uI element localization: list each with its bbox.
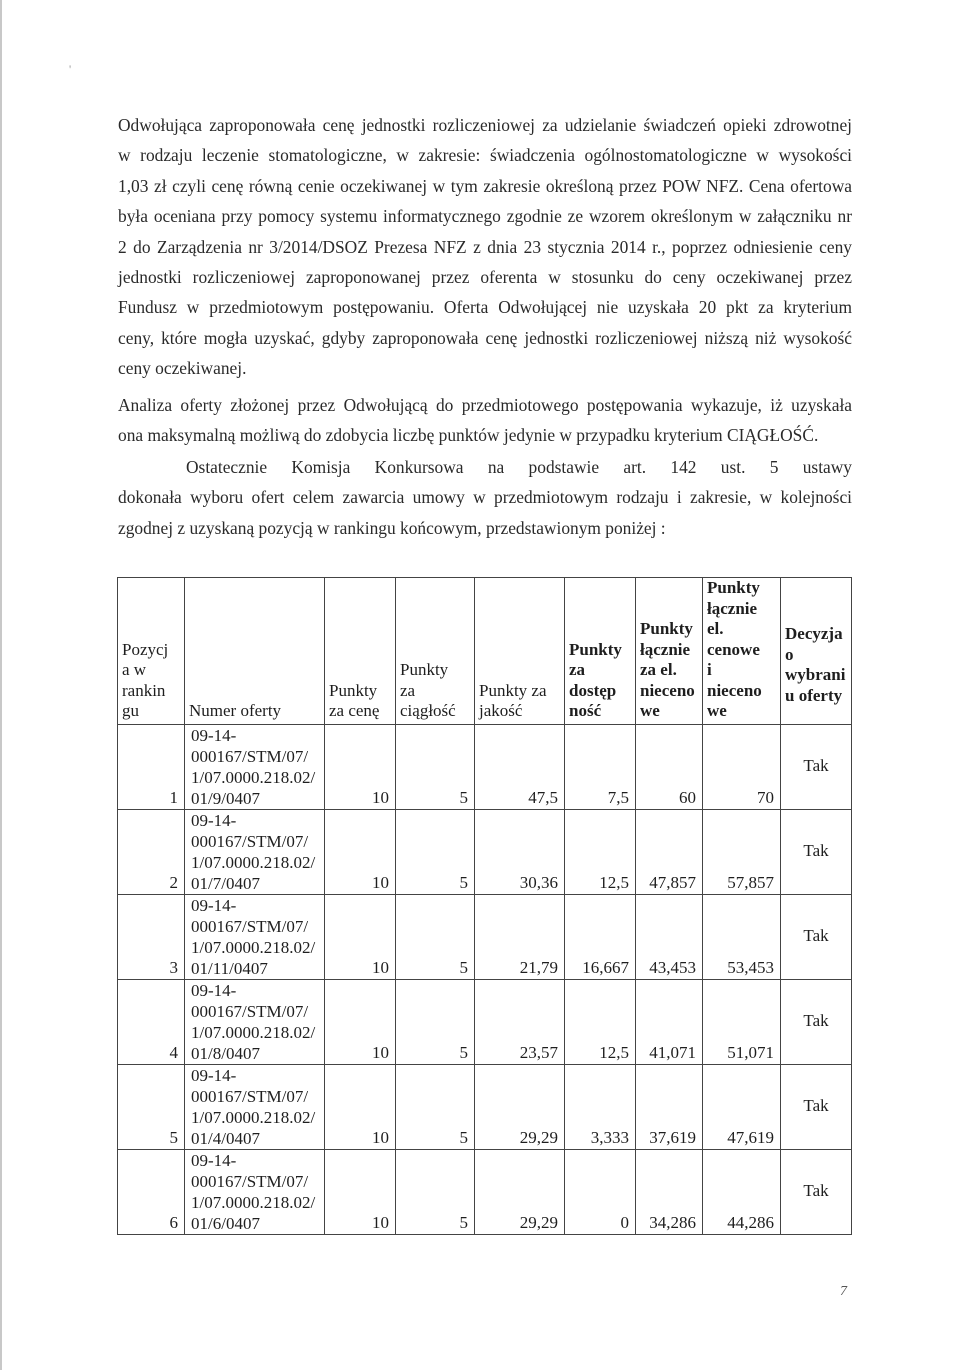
cell-position: 6 — [118, 1149, 185, 1234]
text-line: dokonała wyboru ofert celem zawarcia umowy w przedmiotowym rodzaju i zakresie, w kolejności — [118, 487, 852, 508]
cell-offer-number: 09-14- 000167/STM/07/ 1/07.0000.218.02/ 01/11/0407 — [185, 894, 325, 979]
text-line: Analiza oferty złożonej przez Odwołującą do przedmiotowego postępowania wykazuje, iż uzyskała — [118, 395, 852, 415]
cell-quality-points: 21,79 — [475, 894, 565, 979]
table-row — [118, 894, 852, 979]
table-header-row — [118, 578, 852, 725]
text-line: ceny oczekiwanej. — [118, 358, 247, 379]
cell-non-price-total: 34,286 — [636, 1149, 703, 1234]
cell-non-price-total: 47,857 — [636, 809, 703, 894]
cell-accessibility-points: 16,667 — [565, 894, 636, 979]
cell-overall-total: 53,453 — [703, 894, 781, 979]
table-row — [118, 809, 852, 894]
header-non-price-total: Punkty łącznie za el. nieceno we — [636, 578, 703, 725]
table-row — [118, 724, 852, 809]
table-row — [118, 979, 852, 1064]
cell-overall-total: 51,071 — [703, 979, 781, 1064]
header-overall-total: Punkty łącznie el. cenowe i nieceno we — [703, 578, 781, 725]
cell-continuity-points: 5 — [396, 1064, 475, 1149]
cell-offer-number: 09-14- 000167/STM/07/ 1/07.0000.218.02/ 01/8/0407 — [185, 979, 325, 1064]
cell-overall-total: 44,286 — [703, 1149, 781, 1234]
cell-continuity-points: 5 — [396, 894, 475, 979]
cell-position: 1 — [118, 724, 185, 809]
cell-continuity-points: 5 — [396, 809, 475, 894]
cell-price-points: 10 — [325, 724, 396, 809]
cell-non-price-total: 37,619 — [636, 1064, 703, 1149]
text-line: Ostatecznie Komisja Konkursowa na podstawie art. 142 ust. 5 ustawy — [186, 457, 852, 477]
cell-offer-number: 09-14- 000167/STM/07/ 1/07.0000.218.02/ 01/6/0407 — [185, 1149, 325, 1234]
cell-decision: Tak — [781, 1064, 852, 1149]
header-continuity-points: Punkty za ciągłość — [396, 578, 475, 725]
header-decision: Decyzja o wybrani u oferty — [781, 578, 852, 725]
cell-decision: Tak — [781, 724, 852, 809]
header-price-points: Punkty za cenę — [325, 578, 396, 725]
cell-accessibility-points: 12,5 — [565, 809, 636, 894]
cell-continuity-points: 5 — [396, 724, 475, 809]
cell-position: 3 — [118, 894, 185, 979]
text-line: 2 do Zarządzenia nr 3/2014/DSOZ Prezesa NFZ z dnia 23 stycznia 2014 r., poprzez odniesienie ceny — [118, 236, 852, 257]
cell-position: 4 — [118, 979, 185, 1064]
cell-quality-points: 29,29 — [475, 1064, 565, 1149]
cell-quality-points: 29,29 — [475, 1149, 565, 1234]
cell-overall-total: 47,619 — [703, 1064, 781, 1149]
cell-price-points: 10 — [325, 1064, 396, 1149]
cell-accessibility-points: 3,333 — [565, 1064, 636, 1149]
cell-accessibility-points: 0 — [565, 1149, 636, 1234]
cell-decision: Tak — [781, 979, 852, 1064]
text-line: jednostki rozliczeniowej zaproponowanej przez oferenta w stosunku do ceny oczekiwanej przez — [118, 267, 852, 288]
scan-speck: ' — [69, 62, 72, 76]
cell-non-price-total: 41,071 — [636, 979, 703, 1064]
cell-offer-number: 09-14- 000167/STM/07/ 1/07.0000.218.02/ 01/9/0407 — [185, 724, 325, 809]
header-position: Pozycj a w rankin gu — [118, 578, 185, 725]
page-number: 7 — [840, 1284, 847, 1299]
cell-overall-total: 57,857 — [703, 809, 781, 894]
text-line: Odwołująca zaproponowała cenę jednostki rozliczeniowej za udzielanie świadczeń opieki zdrowotnej — [118, 115, 852, 135]
cell-price-points: 10 — [325, 979, 396, 1064]
table-row — [118, 1064, 852, 1149]
text-line: ona maksymalną możliwą do zdobycia liczbę punktów jedynie w przypadku kryterium CIĄGŁOŚĆ. — [118, 425, 819, 446]
cell-decision: Tak — [781, 894, 852, 979]
cell-quality-points: 30,36 — [475, 809, 565, 894]
text-line: 1,03 zł czyli cenę równą cenie oczekiwanej w tym zakresie określoną przez POW NFZ. Cena ofertowa — [118, 175, 852, 196]
cell-offer-number: 09-14- 000167/STM/07/ 1/07.0000.218.02/ 01/7/0407 — [185, 809, 325, 894]
text-line: zgodnej z uzyskaną pozycją w rankingu końcowym, przedstawionym poniżej : — [118, 517, 666, 538]
cell-decision: Tak — [781, 1149, 852, 1234]
text-line: Fundusz w przedmiotowym postępowaniu. Oferta Odwołującej nie uzyskała 20 pkt za kryterium — [118, 297, 852, 318]
cell-price-points: 10 — [325, 809, 396, 894]
cell-non-price-total: 43,453 — [636, 894, 703, 979]
text-line: ceny, które mogła uzyskać, gdyby zaproponowała cenę jednostki rozliczeniowej niższą niż wysokość — [118, 327, 852, 348]
header-quality-points: Punkty za jakość — [475, 578, 565, 725]
ranking-table — [117, 577, 852, 1235]
cell-overall-total: 70 — [703, 724, 781, 809]
paragraph-offer-analysis — [118, 390, 852, 451]
cell-accessibility-points: 12,5 — [565, 979, 636, 1064]
paragraph-price-evaluation — [118, 110, 852, 384]
cell-accessibility-points: 7,5 — [565, 724, 636, 809]
cell-position: 2 — [118, 809, 185, 894]
table-row — [118, 1149, 852, 1234]
cell-price-points: 10 — [325, 1149, 396, 1234]
scan-edge — [0, 0, 2, 1370]
cell-position: 5 — [118, 1064, 185, 1149]
cell-offer-number: 09-14- 000167/STM/07/ 1/07.0000.218.02/ 01/4/0407 — [185, 1064, 325, 1149]
cell-price-points: 10 — [325, 894, 396, 979]
header-offer-number: Numer oferty — [185, 578, 325, 725]
cell-quality-points: 47,5 — [475, 724, 565, 809]
header-accessibility-points: Punkty za dostęp ność — [565, 578, 636, 725]
cell-quality-points: 23,57 — [475, 979, 565, 1064]
text-line: była oceniana przy pomocy systemu informatycznego zgodnie ze wzorem określonym w załączniku nr — [118, 206, 852, 227]
cell-continuity-points: 5 — [396, 1149, 475, 1234]
cell-non-price-total: 60 — [636, 724, 703, 809]
cell-decision: Tak — [781, 809, 852, 894]
paragraph-commission-decision — [118, 452, 852, 543]
cell-continuity-points: 5 — [396, 979, 475, 1064]
text-line: w rodzaju leczenie stomatologiczne, w zakresie: świadczenia ogólnostomatologiczne w wysokości — [118, 145, 852, 166]
